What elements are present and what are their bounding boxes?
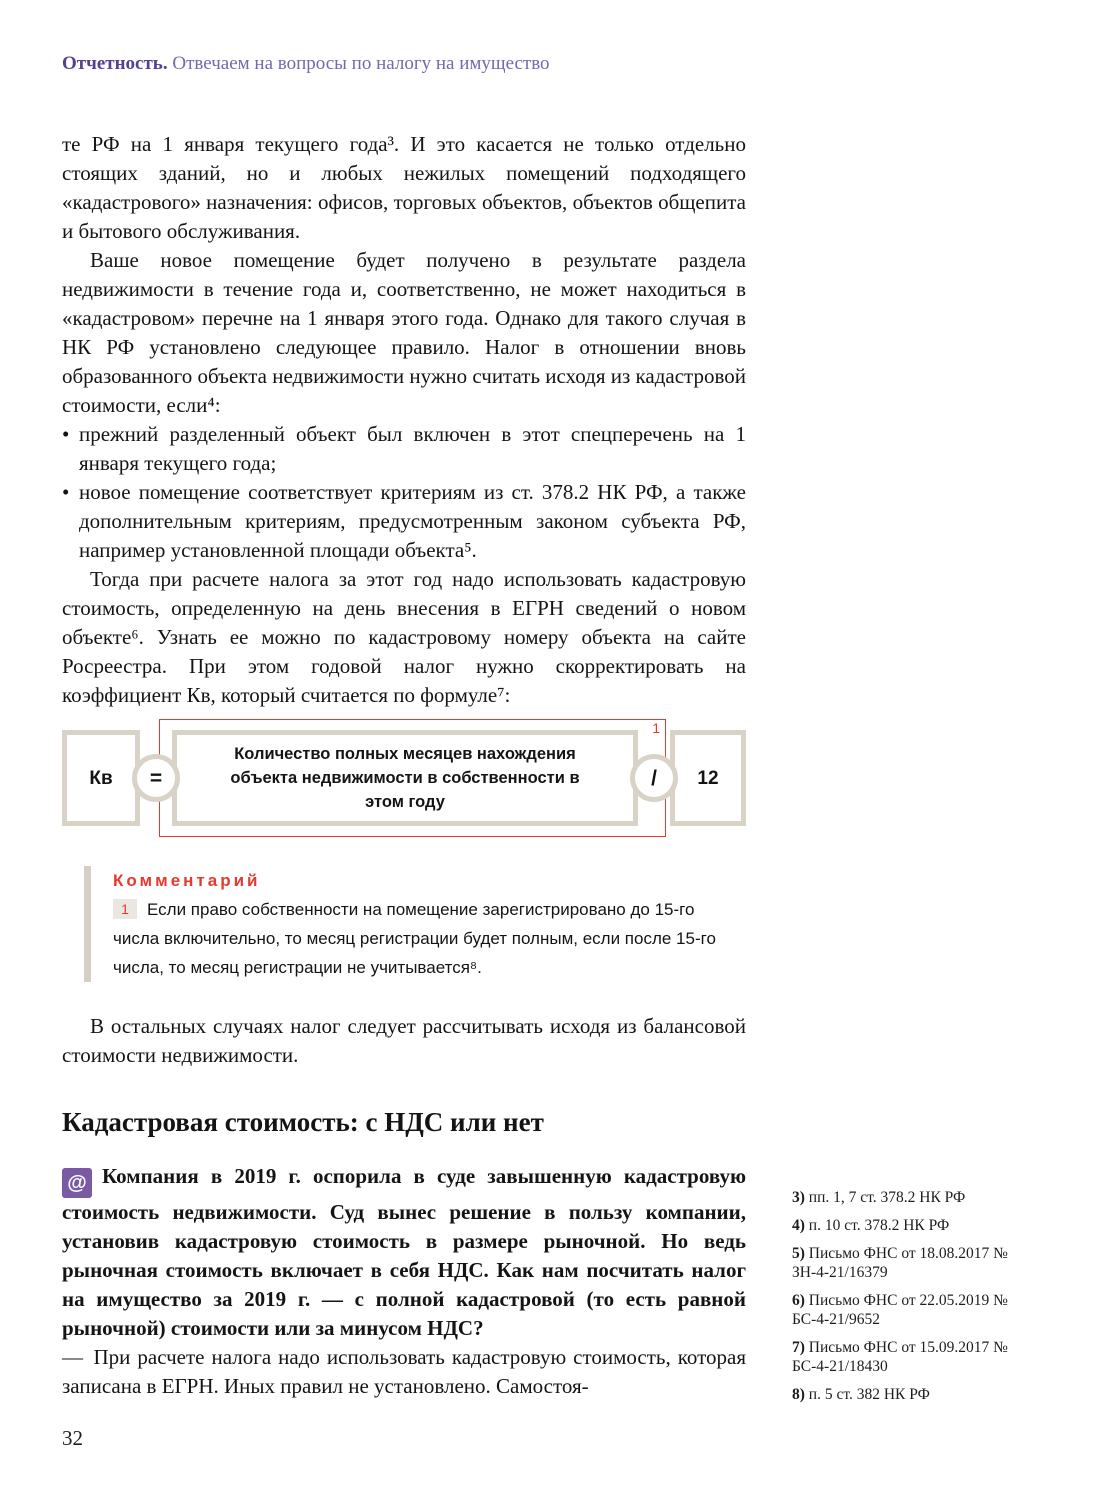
page-number: 32 <box>62 1426 83 1450</box>
footnote <box>792 1216 1012 1235</box>
paragraph-new-premises: Ваше новое помещение будет получено в результате раздела недвижимости в течение года и, соответственно, не может находиться в «кадастровом» перечне на 1 января этого года. Однако для такого случая в НК РФ установлено следующее правило. Налог в отношении вновь образованного объекта недвижимости нужно считать исходя из кадастровой стоимости, если⁴: <box>62 248 746 417</box>
footnote <box>792 1338 1012 1376</box>
footnote-text: Письмо ФНС от 22.05.2019 № БС-4-21/9652 <box>792 1292 1008 1328</box>
question-text: Компания в 2019 г. оспорила в суде завышенную кадастровую стоимость недвижимости. Суд вынес решение в пользу компании, установив кадастровую стоимость в размере рыночной. Но ведь рыночная стоимость включает в себя НДС. Как нам посчитать налог на имущество за 2019 г. — с полной кадастровой (то есть равной рыночной) стоимости или за минусом НДС? <box>62 1164 746 1340</box>
comment-callout-marker: 1 <box>652 720 660 736</box>
comment-title: Комментарий <box>113 871 261 890</box>
footnote-number: 3) <box>792 1189 805 1206</box>
formula-numerator-box: Количество полных месяцев нахождения объекта недвижимости в собственности в этом году <box>172 730 638 826</box>
footnote-number: 5) <box>792 1245 805 1262</box>
paragraph-continuation: те РФ на 1 января текущего года³. И это касается не только отдельно стоящих зданий, но и любых нежилых помещений подходящего «кадастрового» назначения: офисов, торговых объектов, объектов общепита и бытового обслуживания. <box>62 132 746 243</box>
expert-answer: — При расчете налога надо использовать кадастровую стоимость, которая записана в ЕГРН. Иных правил не установлено. Самостоя- <box>62 1345 746 1398</box>
footnote <box>792 1188 1012 1207</box>
reader-question <box>62 1162 746 1343</box>
list-item: • прежний разделенный объект был включен в этот спецперечень на 1 января текущего года; <box>62 420 746 478</box>
footnote <box>792 1385 1012 1404</box>
kv-coefficient-formula <box>62 720 746 826</box>
footnote-number: 6) <box>792 1292 805 1309</box>
footnote-text: п. 5 ст. 382 НК РФ <box>804 1386 930 1403</box>
section-heading: Кадастровая стоимость: с НДС или нет <box>62 1107 544 1137</box>
rubric-subtitle: Отвечаем на вопросы по налогу на имущество <box>167 53 550 74</box>
conditions-list <box>62 420 746 565</box>
footnotes-column <box>792 1188 1012 1413</box>
comment-text: Если право собственности на помещение зарегистрировано до 15-го числа включительно, то месяц регистрации будет полным, если после 15-го числа, то месяц регистрации не учитывается⁸. <box>113 900 716 977</box>
paragraph-other-cases: В остальных случаях налог следует рассчитывать исходя из балансовой стоимости недвижимости. <box>62 1014 746 1067</box>
page-header <box>62 52 550 76</box>
footnote-text: Письмо ФНС от 15.09.2017 № БС-4-21/18430 <box>792 1339 1008 1375</box>
paragraph-cadastral-value: Тогда при расчете налога за этот год надо использовать кадастровую стоимость, определенную на день внесения в ЕГРН сведений о новом объекте⁶. Узнать ее можно по кадастровому номеру объекта на сайте Росреестра. При этом годовой налог нужно скорректировать на коэффициент Кв, который считается по формуле⁷: <box>62 567 746 707</box>
footnote-number: 4) <box>792 1217 805 1234</box>
footnote-number: 7) <box>792 1339 805 1356</box>
footnote <box>792 1244 1012 1282</box>
comment-body <box>113 895 733 982</box>
comment-block <box>84 866 746 982</box>
footnote-text: Письмо ФНС от 18.08.2017 № ЗН-4-21/16379 <box>792 1245 1008 1281</box>
divide-sign: / <box>630 754 678 802</box>
equals-sign: = <box>132 754 180 802</box>
formula-lhs-box: Кв <box>62 730 140 826</box>
footnote-text: п. 10 ст. 378.2 НК РФ <box>804 1217 950 1234</box>
formula-numerator-wrap <box>172 720 660 826</box>
rubric-label: Отчетность. <box>62 53 168 74</box>
comment-number-badge: 1 <box>113 899 137 919</box>
footnote <box>792 1291 1012 1329</box>
footnote-number: 8) <box>792 1386 805 1403</box>
email-at-icon: @ <box>62 1168 92 1198</box>
list-item: • новое помещение соответствует критериям из ст. 378.2 НК РФ, а также дополнительным критериям, предусмотренным законом субъекта РФ, например установленной площади объекта⁵. <box>62 478 746 565</box>
formula-denominator-box: 12 <box>670 730 746 826</box>
article-body <box>62 130 746 1401</box>
footnote-text: пп. 1, 7 ст. 378.2 НК РФ <box>804 1189 966 1206</box>
